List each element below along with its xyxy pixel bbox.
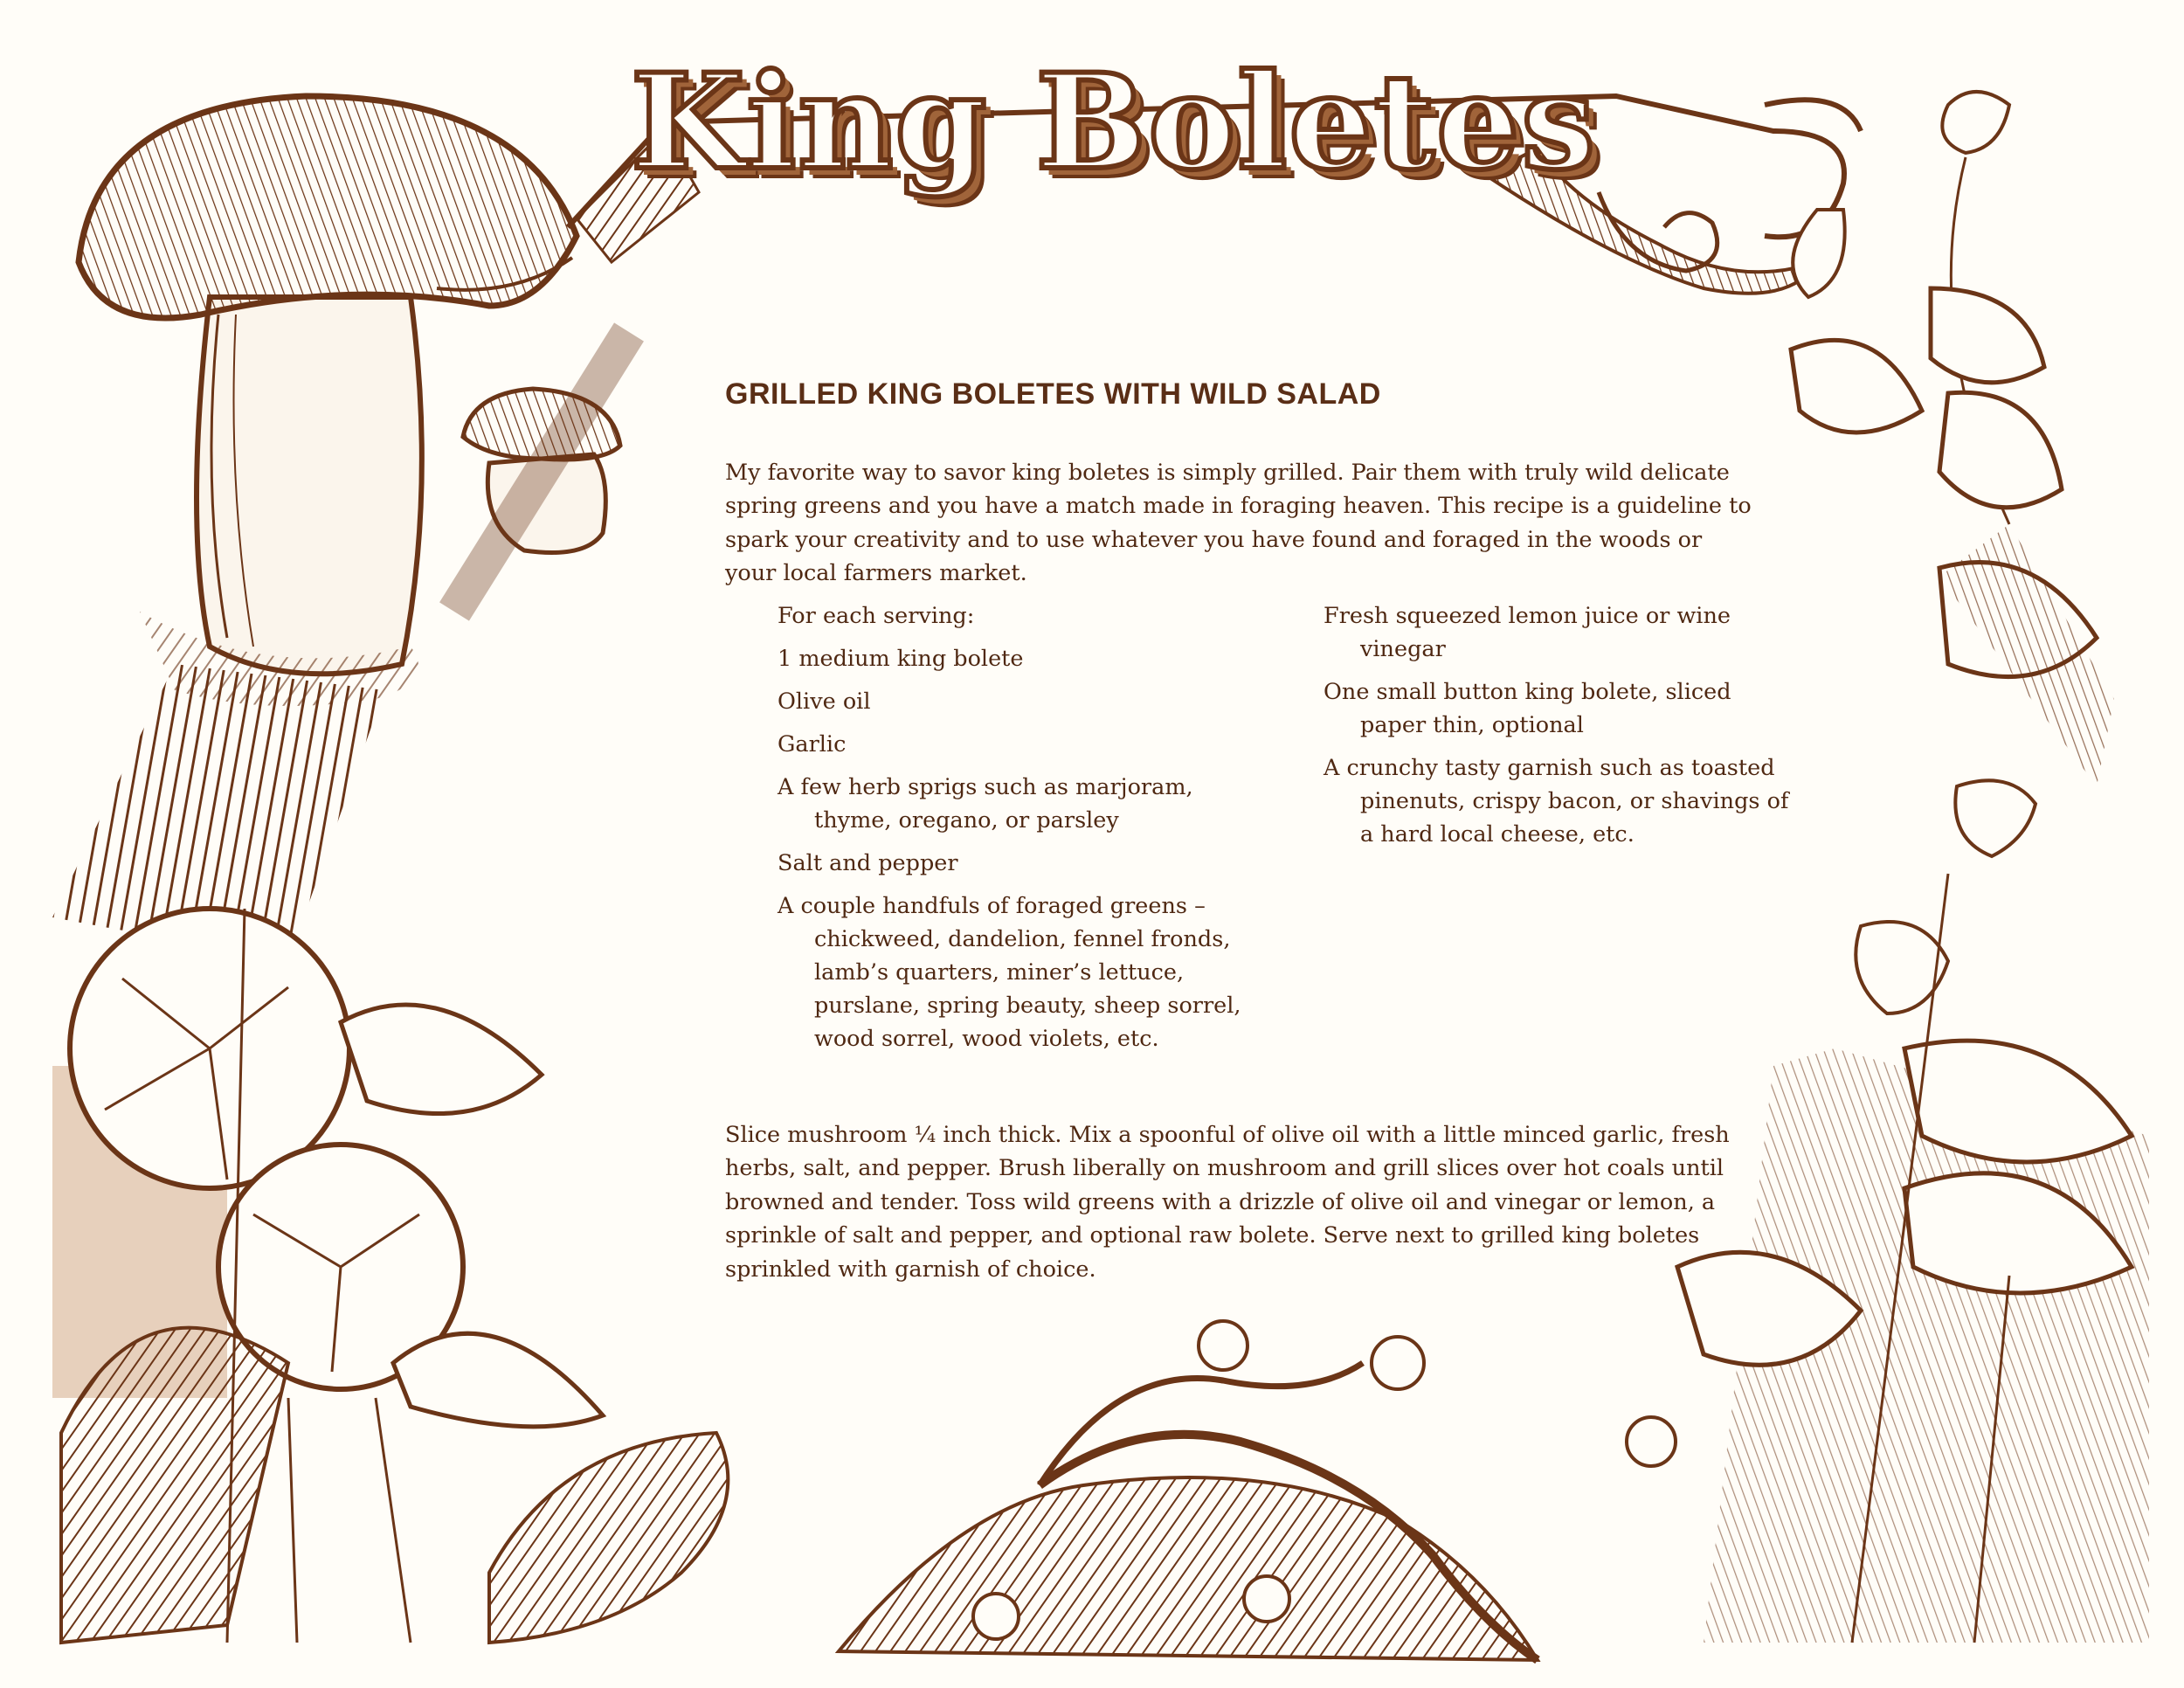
ingredient-item: Fresh squeezed lemon juice or wine vinegar [1324,603,1731,662]
ingredients-right-column [1324,599,1795,861]
page-title: King Boletes [631,45,1597,199]
ingredient-item: For each serving: [778,603,975,629]
ingredient-item: Garlic [778,731,847,758]
king-bolete-illustration [52,96,629,961]
miners-lettuce-illustration [52,909,728,1643]
recipe-intro: My favorite way to savor king boletes is simply grilled. Pair them with truly wild delicate spring greens and you have a match made in foraging heaven. This recipe is a guideline to spark your creativity and to use whatever you have found and foraged in the woods or your local farmers market. [725,459,1752,587]
recipe-title: GRILLED KING BOLETES WITH WILD SALAD [725,377,1381,411]
ingredient-item: A few herb sprigs such as marjoram, thyme, oregano, or parsley [778,774,1193,834]
ingredient-item: A crunchy tasty garnish such as toasted pinenuts, crispy bacon, or shavings of a hard local cheese, etc. [1324,755,1789,847]
ingredients-left-column [778,599,1267,1065]
ingredient-item: A couple handfuls of foraged greens – chickweed, dandelion, fennel fronds, lamb’s quarters, miner’s lettuce, purslane, spring beauty, sheep sorrel, wood sorrel, wood violets, etc. [778,893,1241,1052]
wood-sorrel-violet-illustration [1677,92,2149,1643]
recipe-method: Slice mushroom ¼ inch thick. Mix a spoonful of olive oil with a little minced garlic, fresh herbs, salt, and pepper. Brush liberally on mushroom and grill slices over hot coals until browned and tender. Toss wild greens with a drizzle of olive oil and vinegar or lemon, a sprinkle of salt and pepper, and optional raw bolete. Serve next to grilled king boletes sprinkled with garnish of choice. [725,1121,1730,1283]
ingredient-item: 1 medium king bolete [778,646,1024,672]
ingredient-item: One small button king bolete, sliced paper thin, optional [1324,679,1731,738]
ingredient-item: Olive oil [778,688,871,715]
bottom-vine-illustration [839,1321,1676,1660]
ingredient-item: Salt and pepper [778,850,958,876]
